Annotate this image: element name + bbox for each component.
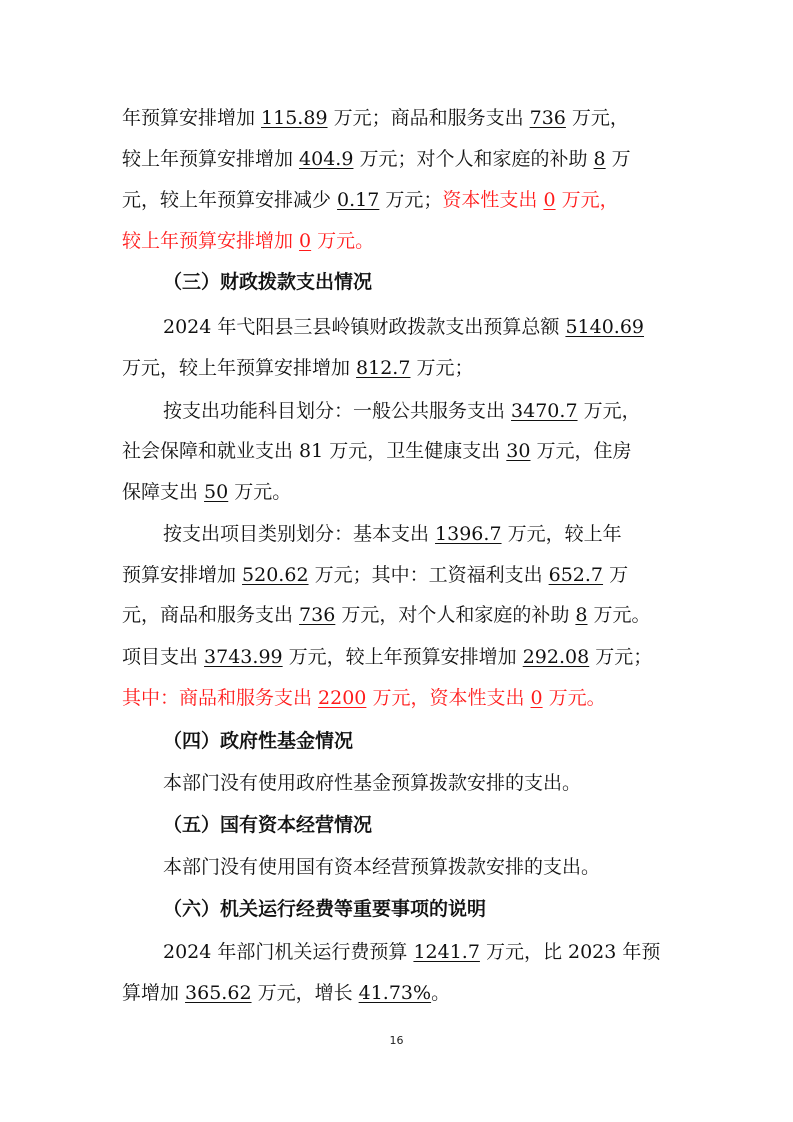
text-segment: 预算安排增加 xyxy=(122,564,243,586)
section-heading xyxy=(163,811,793,839)
text-segment: 其中：商品和服务支出 xyxy=(122,687,319,709)
underlined-value: 0.17 xyxy=(337,189,380,211)
text-segment: 算增加 xyxy=(122,982,186,1004)
paragraph-line xyxy=(163,853,793,881)
section-heading xyxy=(163,727,793,755)
underlined-value: 50 xyxy=(204,481,229,503)
text-segment: （五）国有资本经营情况 xyxy=(163,814,373,836)
paragraph-line xyxy=(122,227,793,255)
text-segment: 元，较上年预算安排减少 xyxy=(122,189,338,211)
underlined-value: 520.62 xyxy=(242,564,309,586)
underlined-value: 8 xyxy=(575,604,588,626)
text-segment: （六）机关运行经费等重要事项的说明 xyxy=(163,898,487,920)
text-segment: 较上年预算安排增加 xyxy=(122,230,300,252)
underlined-value: 8 xyxy=(593,148,606,170)
paragraph-line xyxy=(163,938,793,966)
text-segment: 万元，对个人和家庭的补助 xyxy=(335,604,576,626)
paragraph-line xyxy=(163,397,793,425)
text-segment: 资本性支出 xyxy=(442,189,544,211)
text-segment: 万元， xyxy=(577,400,641,422)
paragraph-line xyxy=(122,145,793,173)
text-segment: 项目支出 xyxy=(122,646,205,668)
text-segment: 万元；对个人和家庭的补助 xyxy=(353,148,594,170)
text-segment: 2024 年弋阳县三县岭镇财政拨款支出预算总额 xyxy=(163,316,566,338)
text-segment: 万元， xyxy=(555,189,619,211)
text-segment: 万元，增长 xyxy=(251,982,359,1004)
underlined-value: 812.7 xyxy=(356,357,411,379)
text-segment: 按支出项目类别划分：基本支出 xyxy=(163,523,436,545)
text-segment: 社会保障和就业支出 81 万元，卫生健康支出 xyxy=(122,440,507,462)
underlined-value: 5140.69 xyxy=(565,316,645,338)
text-segment: 万元，较上年预算安排增加 xyxy=(122,357,357,379)
text-segment: 本部门没有使用政府性基金预算拨款安排的支出。 xyxy=(163,772,582,794)
underlined-value: 292.08 xyxy=(522,646,590,668)
text-segment: 万元； xyxy=(410,357,474,379)
text-segment: 万元。 xyxy=(587,604,651,626)
underlined-value: 3470.7 xyxy=(511,400,578,422)
text-segment: 年预算安排增加 xyxy=(122,107,262,129)
text-segment: 按支出功能科目划分：一般公共服务支出 xyxy=(163,400,512,422)
underlined-value: 0 xyxy=(299,230,312,252)
text-segment: 本部门没有使用国有资本经营预算拨款安排的支出。 xyxy=(163,856,601,878)
text-segment: 较上年预算安排增加 xyxy=(122,148,300,170)
text-segment: 万元，住房 xyxy=(530,440,632,462)
text-segment: 万 xyxy=(605,148,631,170)
paragraph-line xyxy=(122,354,793,382)
text-segment: 万元，较上年预算安排增加 xyxy=(282,646,523,668)
text-segment: 万元。 xyxy=(542,687,606,709)
underlined-value: 365.62 xyxy=(185,982,252,1004)
text-segment: 万 xyxy=(603,564,629,586)
paragraph-line xyxy=(122,643,793,671)
text-segment: 万元。 xyxy=(228,481,292,503)
underlined-value: 3743.99 xyxy=(204,646,283,668)
section-heading xyxy=(163,268,793,296)
underlined-value: 2200 xyxy=(318,687,367,709)
underlined-value: 30 xyxy=(506,440,531,462)
paragraph-line xyxy=(122,186,793,214)
underlined-value: 1396.7 xyxy=(435,523,502,545)
text-segment: 万元， xyxy=(565,107,629,129)
paragraph-line xyxy=(122,478,793,506)
section-heading xyxy=(163,895,793,923)
paragraph-line xyxy=(122,104,793,132)
text-segment: 万元，较上年 xyxy=(501,523,622,545)
text-segment: 万元，资本性支出 xyxy=(366,687,531,709)
text-segment: （四）政府性基金情况 xyxy=(163,730,354,752)
paragraph-line xyxy=(122,437,793,465)
underlined-value: 41.73% xyxy=(358,982,432,1004)
paragraph-line xyxy=(122,684,793,712)
underlined-value: 0 xyxy=(530,687,543,709)
text-segment: 万元；其中：工资福利支出 xyxy=(308,564,549,586)
paragraph-line xyxy=(163,520,793,548)
underlined-value: 115.89 xyxy=(261,107,328,129)
text-segment: 。 xyxy=(431,982,451,1004)
text-segment: 2024 年部门机关运行费预算 xyxy=(163,941,414,963)
text-segment: 万元； xyxy=(379,189,443,211)
paragraph-line xyxy=(163,769,793,797)
text-segment: 万元。 xyxy=(311,230,375,252)
page-number: 16 xyxy=(389,1034,404,1047)
underlined-value: 1241.7 xyxy=(413,941,480,963)
text-segment: 保障支出 xyxy=(122,481,205,503)
text-segment: 万元；商品和服务支出 xyxy=(327,107,530,129)
paragraph-line xyxy=(163,313,793,341)
underlined-value: 404.9 xyxy=(299,148,354,170)
paragraph-line xyxy=(122,601,793,629)
text-segment: （三）财政拨款支出情况 xyxy=(163,271,373,293)
text-segment: 万元； xyxy=(589,646,653,668)
underlined-value: 0 xyxy=(543,189,556,211)
underlined-value: 736 xyxy=(529,107,566,129)
text-segment: 元，商品和服务支出 xyxy=(122,604,300,626)
paragraph-line xyxy=(122,979,793,1007)
underlined-value: 652.7 xyxy=(548,564,604,586)
paragraph-line xyxy=(122,561,793,589)
text-segment: 万元，比 2023 年预 xyxy=(479,941,661,963)
underlined-value: 736 xyxy=(299,604,336,626)
